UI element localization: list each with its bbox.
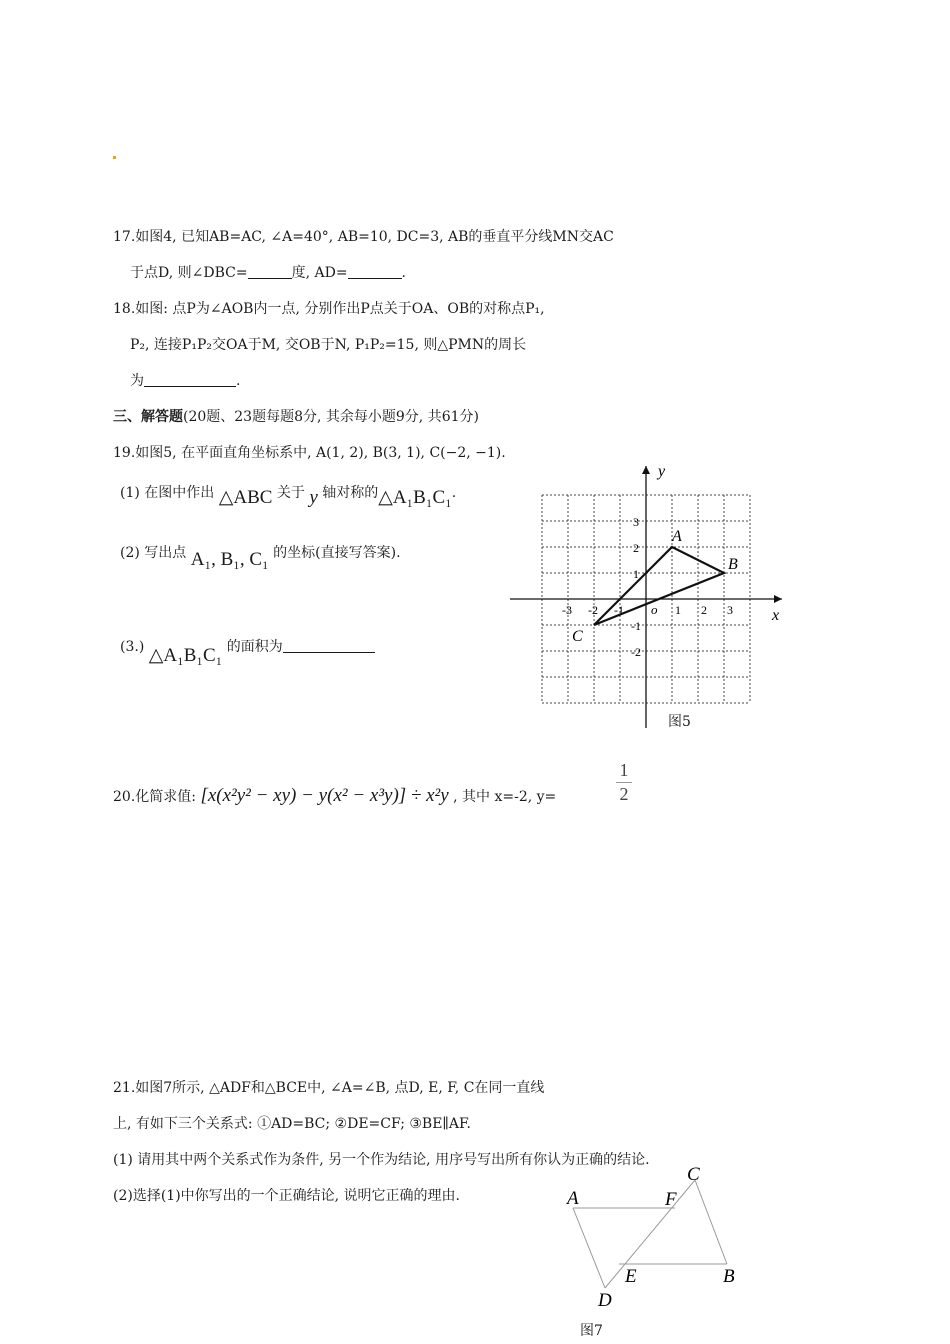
figure-5-caption: 图5 — [668, 714, 691, 730]
q18-blank-perimeter[interactable] — [144, 372, 236, 387]
decorative-dot — [113, 156, 116, 159]
q19-part3-triangle: △A₁B₁C₁ — [148, 645, 223, 666]
q19-part2-text-a: (2) 写出点 — [120, 545, 187, 561]
fig5-y-label: y — [658, 463, 666, 480]
q21-line4: (2)选择(1)中你写出的一个正确结论, 说明它正确的理由. — [113, 1188, 461, 1204]
q19-part2 — [120, 542, 401, 570]
figure-5 — [500, 460, 800, 740]
q17-blank-ad[interactable] — [348, 264, 402, 279]
q17-line1: 17.如图4, 已知AB=AC, ∠A=40°, AB=10, DC=3, AB的垂直平分线MN交AC — [113, 229, 614, 245]
fig5-origin-label: o — [651, 602, 658, 617]
fig7-label-d: D — [598, 1290, 612, 1311]
fig5-x-tick-label: -1 — [614, 603, 624, 617]
fig5-x-tick-label: 3 — [727, 603, 733, 617]
q19-part3-text-b: 的面积为 — [226, 639, 283, 655]
q21-line2: 上, 有如下三个关系式: ①AD=BC; ②DE=CF; ③BE∥AF. — [113, 1116, 471, 1132]
fig7-label-b: B — [723, 1266, 735, 1287]
q19-part1-text-c: 轴对称的 — [322, 485, 379, 501]
fig5-y-tick-label: -1 — [631, 619, 641, 633]
fig7-segment-dc — [605, 1180, 695, 1288]
q19-part1-text-a: (1) 在图中作出 — [120, 485, 215, 501]
q20-prefix: 20.化简求值: — [113, 789, 196, 805]
fig5-y-tick-label: 2 — [633, 541, 639, 555]
q19-part1 — [120, 482, 457, 508]
fig5-y-tick-label: -2 — [631, 645, 641, 659]
fig5-y-tick-label: 3 — [633, 515, 639, 529]
q18-line3-text-b: . — [236, 373, 241, 389]
fig5-x-arrow — [774, 595, 782, 603]
q19-part3-text-a: (3.) — [120, 639, 145, 655]
fig5-x-label: x — [772, 607, 780, 624]
q20-fraction-bar — [616, 782, 632, 783]
q20-fraction-denominator: 2 — [619, 784, 629, 804]
q20-fraction-numerator: 1 — [619, 760, 629, 780]
q19-blank-area[interactable] — [283, 638, 375, 653]
q19-part1-text-d: . — [451, 485, 457, 501]
fig7-label-a: A — [567, 1188, 579, 1209]
fig7-segment-ad — [573, 1208, 605, 1288]
fig5-x-tick-label: 1 — [675, 603, 681, 617]
q19-part3 — [120, 636, 375, 666]
figure-5-plot — [500, 460, 800, 740]
fig5-x-tick-label: -2 — [588, 603, 598, 617]
section3-note: (20题、23题每题8分, 其余每小题9分, 共61分) — [183, 409, 479, 425]
q19-intro: 19.如图5, 在平面直角坐标系中, A(1, 2), B(3, 1), C(−2, −1). — [113, 445, 506, 461]
fig5-point-label-b: B — [728, 556, 738, 573]
q17-line2-text-b: 度, AD= — [291, 265, 348, 281]
q21-line1: 21.如图7所示, △ADF和△BCE中, ∠A=∠B, 点D, E, F, C在同一直线 — [113, 1080, 545, 1096]
q18-line3 — [130, 371, 240, 391]
figure-7 — [555, 1160, 755, 1320]
q17-line2-text-c: . — [401, 265, 406, 281]
q17-blank-angle[interactable] — [248, 264, 292, 279]
section3-title: 三、解答题 — [113, 409, 183, 425]
q21-line3: (1) 请用其中两个关系式作为条件, 另一个作为结论, 用序号写出所有你认为正确的结论. — [113, 1152, 650, 1168]
q17-line2-text-a: 于点D, 则∠DBC= — [130, 265, 248, 281]
fig5-point-label-c: C — [572, 628, 583, 645]
fig7-segment-cb — [695, 1180, 727, 1264]
q18-line3-text-a: 为 — [130, 373, 144, 389]
q19-part1-text-b: 关于 — [276, 485, 305, 501]
fig7-label-c: C — [687, 1164, 700, 1185]
fig5-y-arrow — [642, 466, 650, 474]
q19-part1-triangle-abc: △ABC — [218, 487, 273, 508]
figure-7-caption: 图7 — [580, 1323, 603, 1339]
fig5-x-tick-label: 2 — [701, 603, 707, 617]
q20-expression: [x(x²y² − xy) − y(x² − x³y)] ÷ x²y — [200, 785, 449, 806]
fig7-label-f: F — [665, 1189, 677, 1210]
q20-fraction — [614, 760, 634, 805]
q20-line — [113, 786, 556, 807]
fig7-label-e: E — [625, 1266, 637, 1287]
fig5-y-tick-label: 1 — [633, 567, 639, 581]
fig5-point-label-a: A — [672, 528, 682, 545]
q17-line2 — [130, 263, 406, 283]
q18-line1: 18.如图: 点P为∠AOB内一点, 分别作出P点关于OA、OB的对称点P₁, — [113, 301, 545, 317]
q19-part2-points: A₁, B₁, C₁ — [190, 549, 269, 570]
section3-heading — [113, 407, 479, 427]
fig5-x-tick-label: -3 — [562, 603, 572, 617]
q19-part1-triangle-a1b1c1: △A₁B₁C₁ — [378, 487, 452, 508]
q19-part2-text-b: 的坐标(直接写答案). — [273, 545, 401, 561]
q19-part1-y: y — [309, 487, 318, 508]
figure-7-diagram — [555, 1160, 755, 1320]
q18-line2: P₂, 连接P₁P₂交OA于M, 交OB于N, P₁P₂=15, 则△PMN的周长 — [130, 337, 527, 353]
q20-suffix: , 其中 x=-2, y= — [453, 789, 557, 805]
